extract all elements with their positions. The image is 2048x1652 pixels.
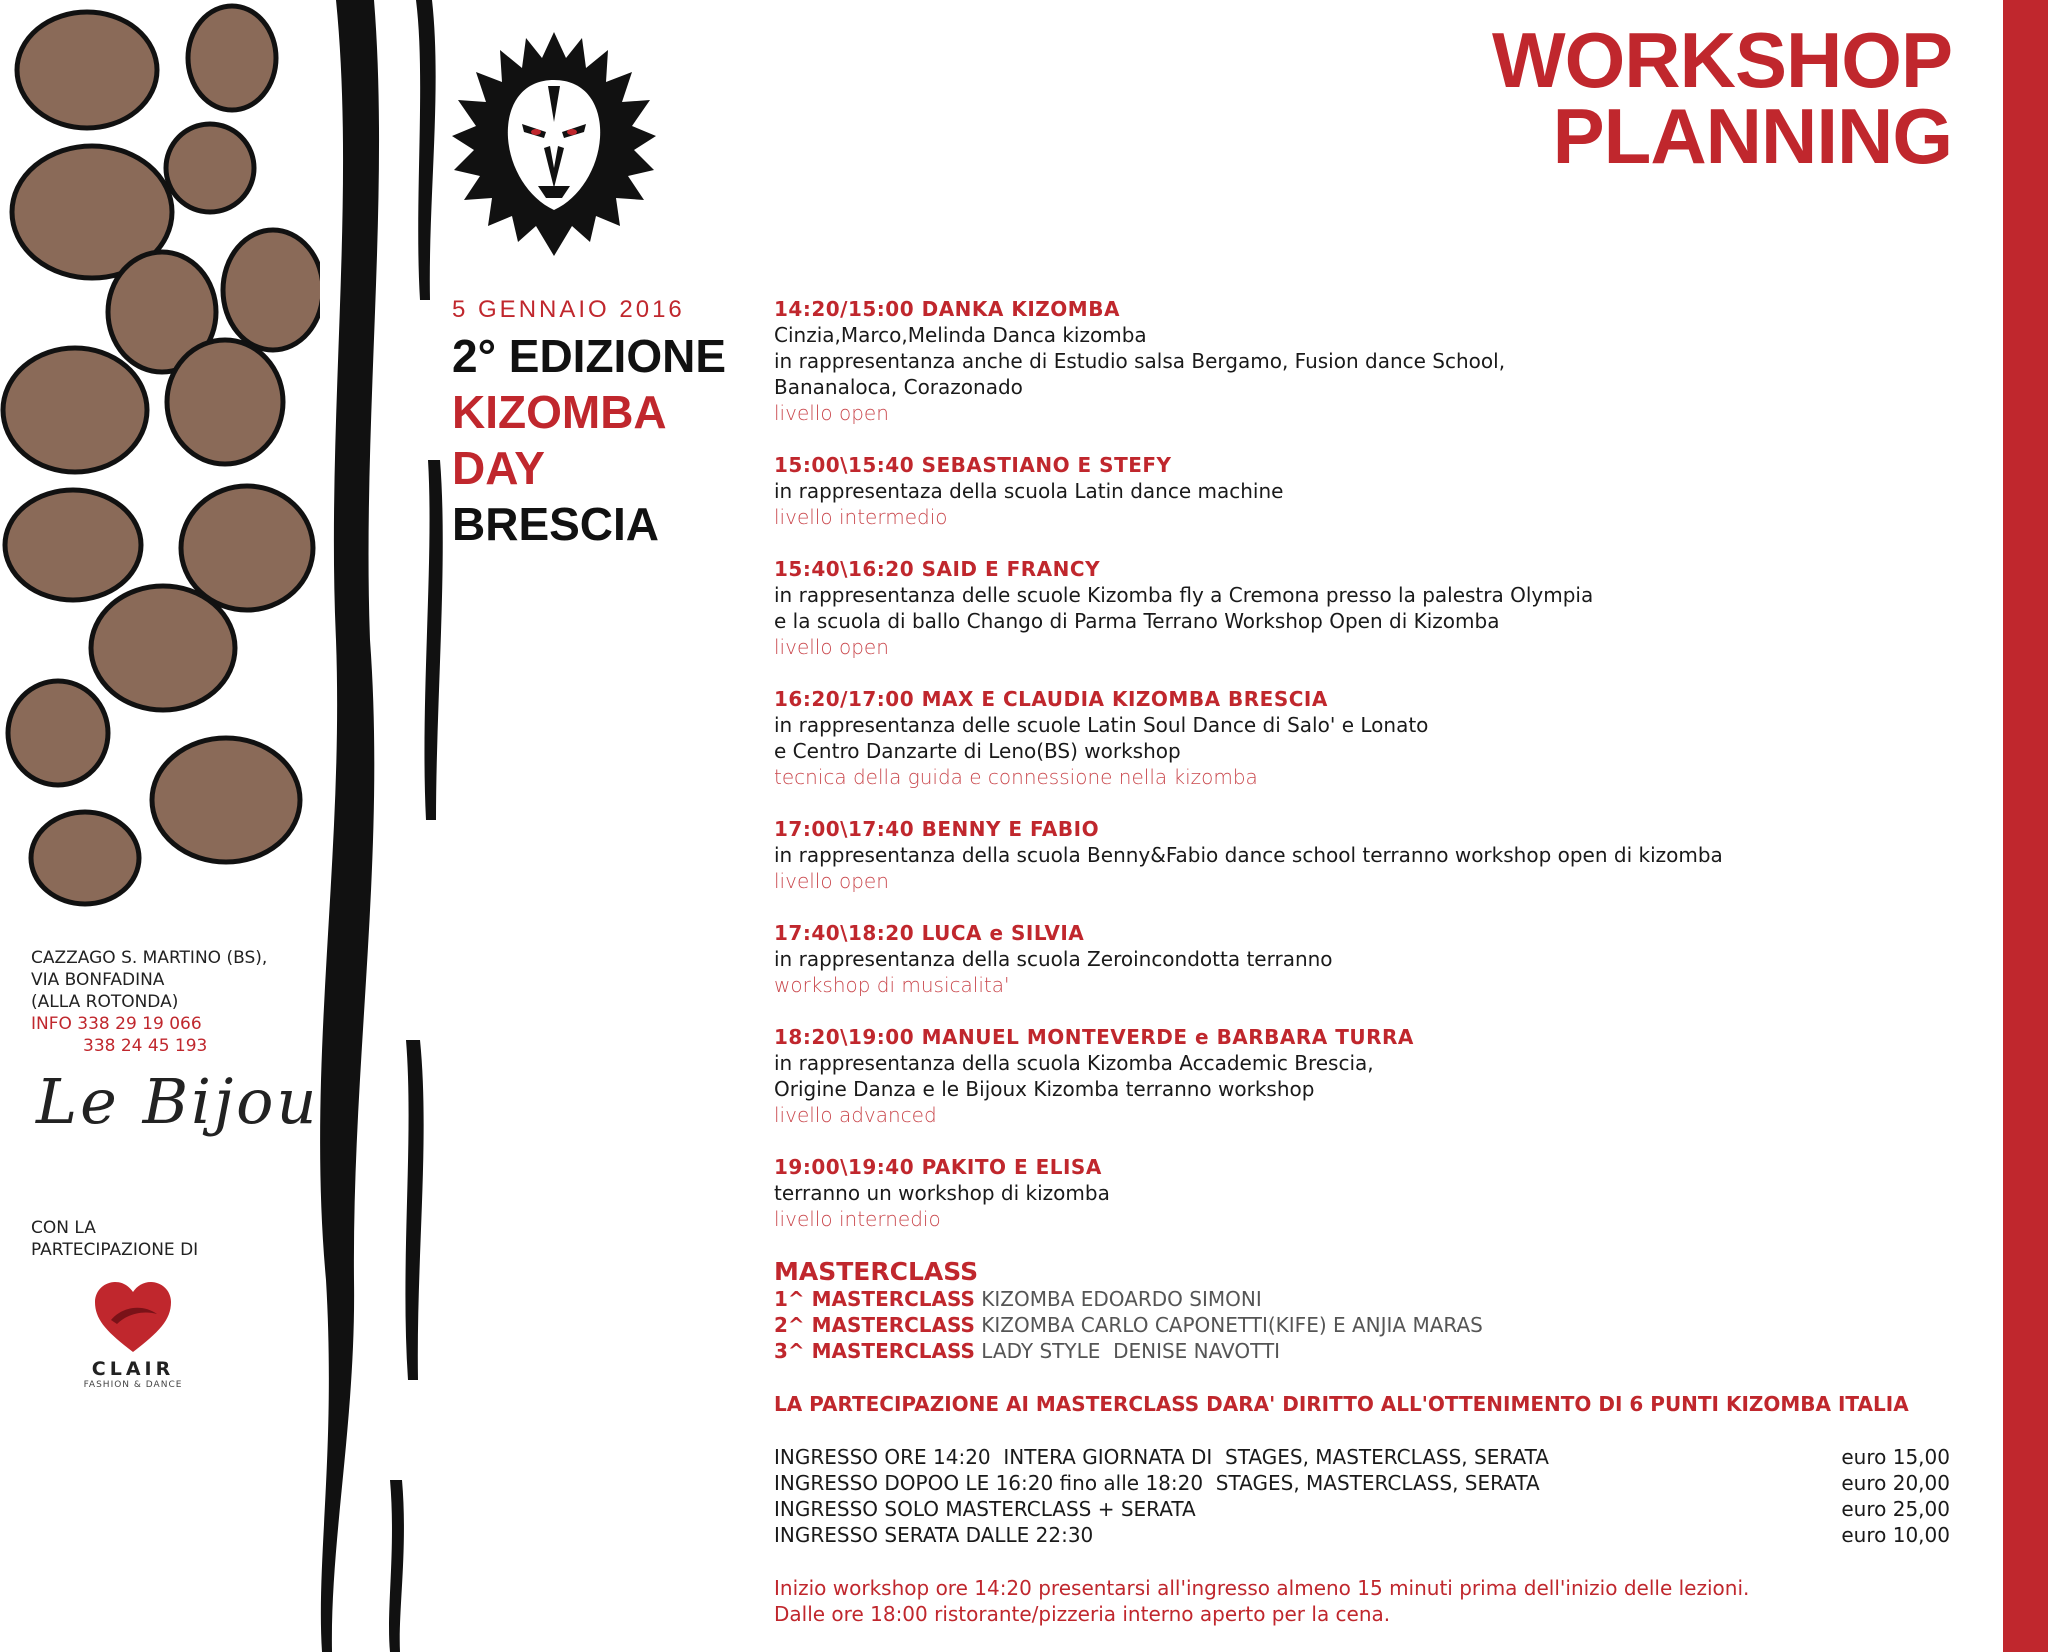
workshop-level: livello open [774,869,889,893]
footer-notes [774,1575,1974,1627]
event-info [452,296,726,552]
workshop-level: tecnica della guida e connessione nella kizomba [774,765,1258,789]
workshop-time-title: 17:40\18:20 LUCA e SILVIA [774,921,1085,945]
info-phone-2: 338 24 45 193 [83,1036,208,1056]
workshop-time-title: 15:00\15:40 SEBASTIANO E STEFY [774,453,1172,477]
workshop-description: in rappresentanza anche di Estudio salsa Bergamo, Fusion dance School, [774,349,1506,373]
photo-dj [152,738,300,862]
address-line-1: CAZZAGO S. MARTINO (BS), [31,948,268,968]
workshop-item [774,296,1974,426]
masterclass-description: KIZOMBA EDOARDO SIMONI [974,1287,1262,1311]
workshop-description: in rappresentaza della scuola Latin dance machine [774,479,1284,503]
address-line-2: VIA BONFADINA [31,970,165,990]
heart-icon [93,1280,173,1356]
price-row [774,1522,1950,1548]
footer-line-1: Inizio workshop ore 14:20 presentarsi all'ingresso almeno 15 minuti prima dell'inizio delle lezioni. [774,1576,1750,1600]
price-label: INGRESSO SOLO MASTERCLASS + SERATA [774,1497,1196,1521]
title-line-2: PLANNING [1552,92,1952,180]
event-date: 5 GENNAIO 2016 [452,296,685,323]
page-title [1492,16,1952,180]
workshop-time-title: 19:00\19:40 PAKITO E ELISA [774,1155,1102,1179]
masterclass-item [774,1312,1974,1338]
masterclass-list [774,1286,1974,1364]
workshop-time-title: 18:20\19:00 MANUEL MONTEVERDE e BARBARA TURRA [774,1025,1414,1049]
workshop-schedule [774,296,1974,1627]
workshop-time-title: 17:00\17:40 BENNY E FABIO [774,817,1100,841]
workshop-item [774,1024,1974,1128]
workshop-description: in rappresentanza delle scuole Latin Soul Dance di Salo' e Lonato [774,713,1429,737]
address-line-3: (ALLA ROTONDA) [31,992,179,1012]
workshop-description: in rappresentanza della scuola Kizomba Accademic Brescia, [774,1051,1374,1075]
photo-couple-2 [188,6,276,110]
partner-tagline: FASHION & DANCE [83,1380,183,1390]
photo-couple-8 [31,812,139,904]
workshop-description: in rappresentanza delle scuole Kizomba fly a Cremona presso la palestra Olympia [774,583,1594,607]
photo-sketch [5,490,141,600]
photo-collage [0,0,320,920]
masterclass-number: 1^ MASTERCLASS [774,1287,975,1311]
photo-couple-5 [3,348,147,472]
price-value: euro 20,00 [1841,1471,1950,1495]
masterclass-description: LADY STYLE DENISE NAVOTTI [974,1339,1281,1363]
workshop-time-title: 16:20/17:00 MAX E CLAUDIA KIZOMBA BRESCIA [774,687,1328,711]
workshop-description: terranno un workshop di kizomba [774,1181,1110,1205]
masterclass-item [774,1286,1974,1312]
photo-couple-7 [8,681,108,785]
price-list [774,1444,1950,1548]
masterclass-number: 3^ MASTERCLASS [774,1339,975,1363]
le-bijou-logo: Le Bijou [36,1065,320,1138]
workshop-description: e la scuola di ballo Chango di Parma Terrano Workshop Open di Kizomba [774,609,1500,633]
workshop-description: Cinzia,Marco,Melinda Danca kizomba [774,323,1147,347]
price-value: euro 15,00 [1841,1445,1950,1469]
tribal-stripes [296,0,466,1652]
photo-couple-6 [181,486,313,610]
partner-intro-line-1: CON LA [31,1218,96,1238]
price-label: INGRESSO DOPOO LE 16:20 fino alle 18:20 STAGES, MASTERCLASS, SERATA [774,1471,1540,1495]
price-value: euro 25,00 [1841,1497,1950,1521]
masterclass-notice: LA PARTECIPAZIONE AI MASTERCLASS DARA' DIRITTO ALL'OTTENIMENTO DI 6 PUNTI KIZOMBA ITALIA [774,1392,1909,1416]
workshop-item [774,816,1974,894]
workshop-item [774,686,1974,790]
price-row [774,1444,1950,1470]
workshop-level: livello internedio [774,1207,941,1231]
event-name-1: KIZOMBA [452,386,667,438]
workshop-description: in rappresentanza della scuola Zeroincondotta terranno [774,947,1333,971]
price-value: euro 10,00 [1841,1523,1950,1547]
event-name-2: DAY [452,442,545,494]
workshop-level: livello open [774,401,889,425]
masterclass-number: 2^ MASTERCLASS [774,1313,975,1337]
price-row [774,1470,1950,1496]
workshop-item [774,920,1974,998]
clair-logo [68,1280,198,1390]
workshop-item [774,1154,1974,1232]
workshop-time-title: 14:20/15:00 DANKA KIZOMBA [774,297,1120,321]
lion-logo [448,28,660,260]
workshop-level: workshop di musicalita' [774,973,1010,997]
event-city: BRESCIA [452,498,660,550]
partner-intro [31,1217,198,1261]
workshop-description: in rappresentanza della scuola Benny&Fabio dance school terranno workshop open di kizomba [774,843,1723,867]
footer-line-2: Dalle ore 18:00 ristorante/pizzeria interno aperto per la cena. [774,1602,1391,1626]
workshop-description: Origine Danza e le Bijoux Kizomba terranno workshop [774,1077,1315,1101]
photo-couple-1 [17,12,157,128]
photo-woman-1 [166,124,254,212]
workshop-item [774,452,1974,530]
workshop-description: Bananaloca, Corazonado [774,375,1023,399]
masterclass-description: KIZOMBA CARLO CAPONETTI(KIFE) E ANJIA MARAS [974,1313,1483,1337]
workshop-level: livello open [774,635,889,659]
masterclass-title: MASTERCLASS [774,1257,979,1286]
info-phone-1: INFO 338 29 19 066 [31,1014,202,1034]
right-red-bar [2003,0,2048,1652]
workshop-item [774,556,1974,660]
workshop-description: e Centro Danzarte di Leno(BS) workshop [774,739,1181,763]
masterclass-item [774,1338,1974,1364]
workshop-time-title: 15:40\16:20 SAID E FRANCY [774,557,1101,581]
photo-group [91,586,235,710]
price-row [774,1496,1950,1522]
venue-address [31,947,267,1057]
workshop-list [774,296,1974,1232]
event-edition: 2° EDIZIONE [452,330,727,382]
partner-name: CLAIR [91,1358,175,1380]
price-label: INGRESSO SERATA DALLE 22:30 [774,1523,1094,1547]
price-label: INGRESSO ORE 14:20 INTERA GIORNATA DI STAGES, MASTERCLASS, SERATA [774,1445,1549,1469]
workshop-level: livello intermedio [774,505,948,529]
partner-intro-line-2: PARTECIPAZIONE DI [31,1240,199,1260]
workshop-level: livello advanced [774,1103,937,1127]
photo-man-1 [167,340,283,464]
title-line-1: WORKSHOP [1492,16,1952,104]
